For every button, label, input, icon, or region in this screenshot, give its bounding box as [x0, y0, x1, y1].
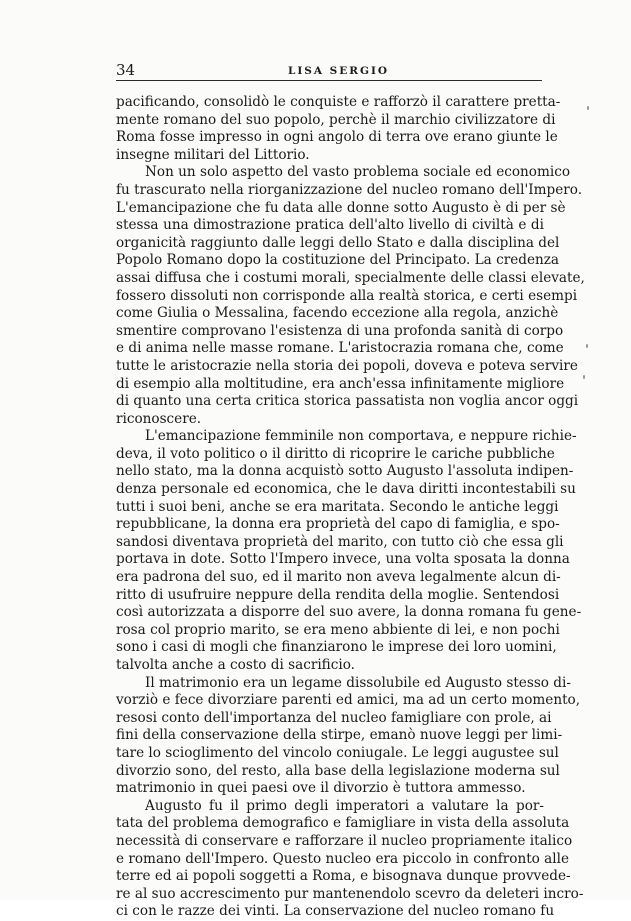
text-line: fini della conservazione della stirpe, emanò nuove leggi per limi- — [116, 727, 563, 744]
text-line: repubblicane, la donna era proprietà del capo di famiglia, e spo- — [116, 516, 560, 533]
scan-speck — [583, 375, 585, 379]
text-line: L'emancipazione che fu data alle donne sotto Augusto è di per sè — [116, 199, 566, 216]
text-line: smentire comprovano l'esistenza di una profonda sanità di corpo — [116, 322, 564, 339]
text-line: fu trascurato nella riorganizzazione del nucleo romano dell'Impero. — [116, 181, 583, 198]
text-line: di quanto una certa critica storica passatista non voglia ancor oggi — [116, 393, 579, 410]
running-head: LISA SERGIO — [288, 65, 390, 77]
text-line: come Giulia o Messalina, facendo eccezione alla regola, anzichè — [116, 305, 559, 322]
text-line: tutte le aristocrazie nella storia dei popoli, doveva e poteva servire — [116, 357, 578, 374]
text-line: assai diffusa che i costumi morali, specialmente delle classi elevate, — [116, 269, 585, 286]
text-line: così autorizzata a disporre del suo avere, la donna romana fu gene- — [116, 604, 582, 621]
text-line: Roma fosse impresso in ogni angolo di terra ove erano giunte le — [116, 129, 558, 146]
text-line: e di anima nelle masse romane. L'aristocrazia romana che, come — [116, 340, 564, 357]
paragraph — [116, 797, 584, 921]
paragraph — [116, 428, 582, 674]
text-line: pacificando, consolidò le conquiste e rafforzò il carattere pretta- — [116, 94, 561, 110]
text-line: insegne militari del Littorio. — [116, 146, 310, 163]
text-line: stessa una dimostrazione pratica dell'alto livello di civiltà e di — [116, 217, 544, 234]
text-line: sono i casi di mogli che finanziarono le imprese dei loro uomini, — [116, 639, 557, 656]
text-line: tutti i suoi beni, anche se era maritata. Secondo le antiche leggi — [116, 498, 559, 515]
text-line: di esempio alla moltitudine, era anch'essa infinitamente migliore — [116, 375, 565, 392]
text-line: deva, il voto politico o il diritto di ricoprire le cariche pubbliche — [116, 445, 555, 462]
text-line: vorziò e fece divorziare parenti ed amici, ma ad un certo momento, — [116, 692, 581, 709]
text-line: riconoscere. — [116, 410, 202, 427]
text-line: tare lo scioglimento del vincolo coniugale. Le leggi augustee sul — [116, 744, 559, 761]
scan-speck — [587, 106, 589, 110]
text-line: denza personale ed economica, che le dava diritti incontestabili su — [116, 481, 576, 498]
text-line: Popolo Romano dopo la costituzione del Principato. La credenza — [116, 252, 560, 269]
paragraph — [116, 94, 561, 164]
text-line: necessità di conservare e rafforzare il nucleo propriamente italico — [116, 832, 573, 849]
text-line: re al suo accrescimento pur mantenendolo scevro da deleteri incro- — [116, 885, 584, 902]
text-line: fossero dissoluti non corrisponde alla realtà storica, e certi esempi — [116, 287, 578, 304]
text-line: rosa col proprio marito, se era meno abbiente di lei, e non pochi — [116, 621, 560, 638]
text-line: tata del problema demografico e famigliare in vista della assoluta — [116, 815, 570, 832]
scan-speck — [586, 344, 588, 348]
paragraph — [116, 674, 581, 798]
text-line: organicità raggiunto dalle leggi dello Stato e dalla disciplina del — [116, 234, 560, 251]
page-header — [116, 58, 542, 81]
text-line: talvolta anche a costo di sacrificio. — [116, 657, 355, 673]
text-line: era padrona del suo, ed il marito non aveva legalmente alcun di- — [116, 569, 561, 586]
text-line: mente romano del suo popolo, perchè il marchio civilizzatore di — [116, 111, 556, 128]
text-line: Il matrimonio era un legame dissolubile ed Augusto stesso di- — [145, 674, 571, 691]
text-line: ritto di usufruire neppure della rendita della moglie. Sentendosi — [116, 586, 560, 603]
text-line: ci con le razze dei vinti. La conservazione del nucleo romano fu — [116, 903, 555, 920]
text-line: resosi conto dell'importanza del nucleo famigliare con prole, ai — [116, 709, 552, 726]
text-line: L'emancipazione femminile non comportava, e neppure richie- — [145, 428, 577, 445]
text-line: divorzio sono, del resto, alla base della legislazione moderna sul — [116, 762, 560, 779]
text-line: e romano dell'Impero. Questo nucleo era piccolo in confronto alle — [116, 850, 570, 867]
text-line: sandosi diventava proprietà del marito, con tutto ciò che essa gli — [116, 533, 564, 550]
paragraph — [116, 164, 585, 428]
text-line: nello stato, ma la donna acquistò sotto Augusto l'assoluta indipen- — [116, 463, 574, 480]
text-line: Augusto fu il primo degli imperatori a valutare la por- — [145, 797, 544, 814]
text-line: terre ed ai popoli soggetti a Roma, e bisognava dunque provvede- — [116, 868, 571, 885]
text-line: Non un solo aspetto del vasto problema sociale ed economico — [145, 164, 571, 181]
text-line: matrimonio in quei paesi ove il divorzio è tuttora ammesso. — [116, 780, 526, 797]
body-text — [116, 94, 585, 921]
page-number: 34 — [116, 61, 136, 79]
text-line: portava in dote. Sotto l'Impero invece, una volta sposata la donna — [116, 551, 570, 568]
